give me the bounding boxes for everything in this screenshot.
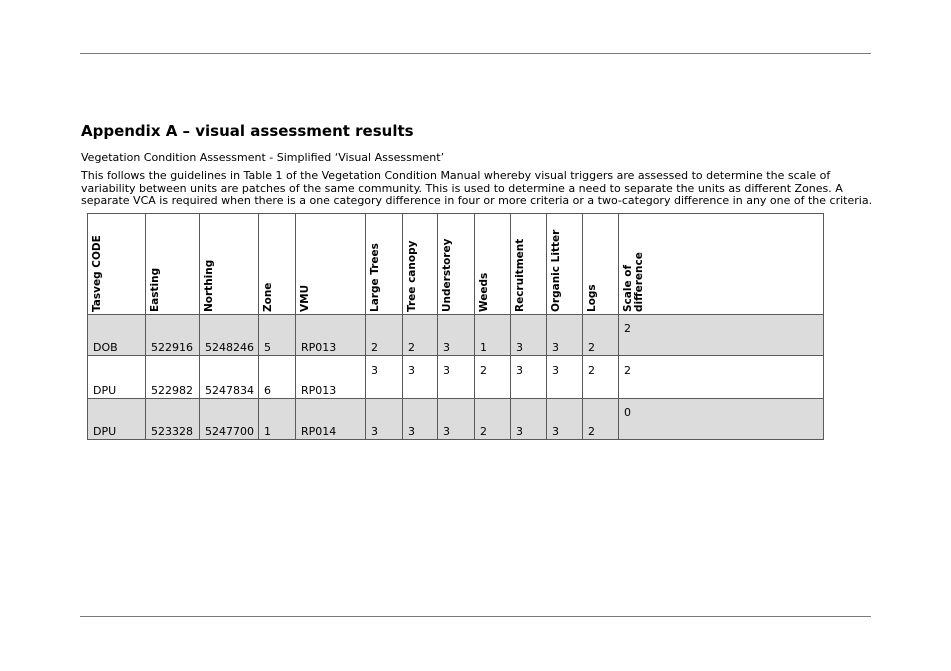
cell-large-trees: 3	[366, 399, 403, 440]
cell-organic-litter: 3	[547, 399, 583, 440]
column-header: Weeds	[475, 214, 511, 315]
cell-northing: 5248246	[200, 315, 259, 356]
cell-scale: 2	[619, 315, 824, 356]
cell-organic-litter: 3	[547, 315, 583, 356]
cell-scale: 0	[619, 399, 824, 440]
cell-organic-litter: 3	[547, 356, 583, 399]
cell-weeds: 2	[475, 399, 511, 440]
table-row	[88, 356, 824, 399]
cell-weeds: 1	[475, 315, 511, 356]
page-subtitle: Vegetation Condition Assessment - Simplified ‘Visual Assessment’	[81, 151, 445, 164]
column-header: Large Trees	[366, 214, 403, 315]
table-row	[88, 315, 824, 356]
column-header: Zone	[259, 214, 296, 315]
cell-vmu: RP013	[296, 315, 366, 356]
cell-northing: 5247700	[200, 399, 259, 440]
cell-logs: 2	[583, 315, 619, 356]
cell-understorey: 3	[438, 399, 475, 440]
column-header: Understorey	[438, 214, 475, 315]
column-header: Logs	[583, 214, 619, 315]
table-header-row	[88, 214, 824, 315]
cell-tree-canopy: 3	[403, 399, 438, 440]
page-title: Appendix A – visual assessment results	[81, 122, 414, 140]
cell-easting: 523328	[146, 399, 200, 440]
cell-tasveg: DPU	[88, 399, 146, 440]
cell-zone: 1	[259, 399, 296, 440]
cell-zone: 6	[259, 356, 296, 399]
header-rule	[80, 53, 871, 54]
cell-recruitment: 3	[511, 399, 547, 440]
cell-zone: 5	[259, 315, 296, 356]
cell-vmu: RP014	[296, 399, 366, 440]
column-header: Easting	[146, 214, 200, 315]
cell-vmu: RP013	[296, 356, 366, 399]
column-header: Northing	[200, 214, 259, 315]
cell-tree-canopy: 2	[403, 315, 438, 356]
cell-logs: 2	[583, 356, 619, 399]
cell-scale: 2	[619, 356, 824, 399]
cell-understorey: 3	[438, 315, 475, 356]
cell-logs: 2	[583, 399, 619, 440]
column-header: Scale of difference	[619, 214, 824, 315]
column-header: Tree canopy	[403, 214, 438, 315]
cell-large-trees: 3	[366, 356, 403, 399]
cell-weeds: 2	[475, 356, 511, 399]
column-header: VMU	[296, 214, 366, 315]
visual-assessment-table	[87, 213, 824, 440]
cell-recruitment: 3	[511, 356, 547, 399]
intro-paragraph: This follows the guidelines in Table 1 of the Vegetation Condition Manual whereby visual triggers are assessed to determine the scale of variability between units are patches of the same community. This is used to determine a need to separate the units as different Zones. A separate VCA is required when there is a one category difference in four or more criteria or a two-category difference in any one of the criteria.	[81, 169, 873, 207]
cell-understorey: 3	[438, 356, 475, 399]
footer-rule	[80, 616, 871, 617]
cell-recruitment: 3	[511, 315, 547, 356]
column-header: Recruitment	[511, 214, 547, 315]
cell-easting: 522916	[146, 315, 200, 356]
column-header: Tasveg CODE	[88, 214, 146, 315]
cell-tasveg: DPU	[88, 356, 146, 399]
cell-tasveg: DOB	[88, 315, 146, 356]
table-row	[88, 399, 824, 440]
cell-northing: 5247834	[200, 356, 259, 399]
column-header: Organic Litter	[547, 214, 583, 315]
cell-tree-canopy: 3	[403, 356, 438, 399]
cell-large-trees: 2	[366, 315, 403, 356]
cell-easting: 522982	[146, 356, 200, 399]
